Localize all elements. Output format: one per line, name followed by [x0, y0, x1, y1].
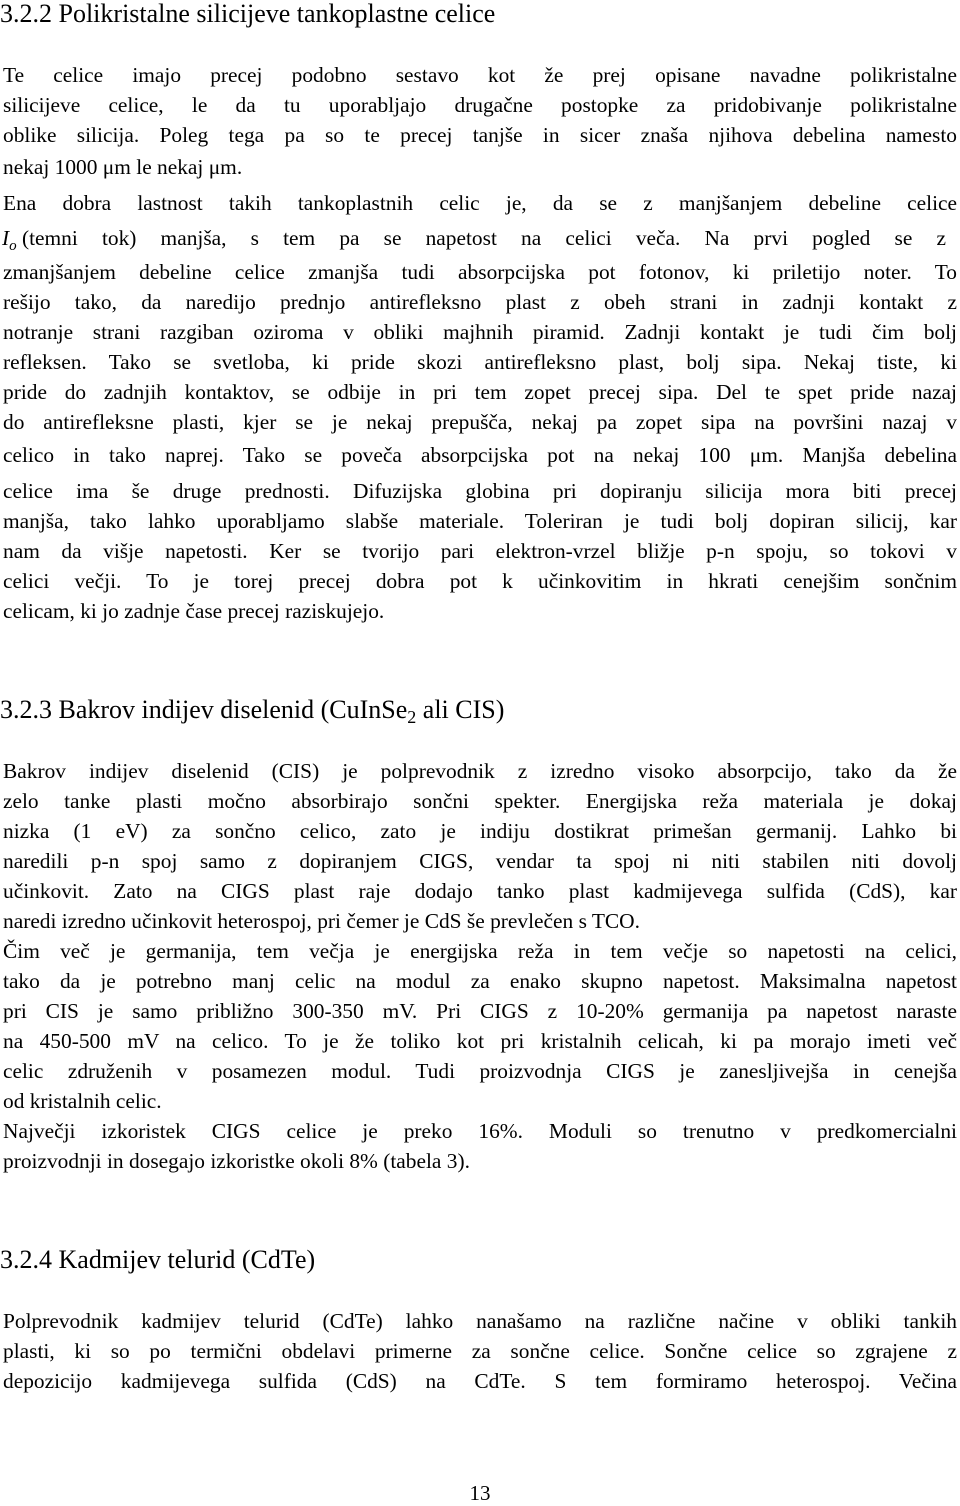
- section-heading-3-2-3: 3.2.3 Bakrov indijev diselenid (CuInSe$_2$ ali CIS): [0, 695, 505, 727]
- paragraph-line: depozicijo kadmijevega sulfida (CdS) na CdTe. S tem formiramo heterospoj. Večina: [3, 1369, 957, 1393]
- paragraph-line: do antirefleksne plasti, kjer se je nekaj prepušča, nekaj pa zopet sipa na površini nazaj v: [3, 410, 957, 434]
- section-heading-3-2-2: 3.2.2 Polikristalne silicijeve tankoplastne celice: [0, 0, 496, 28]
- dark-current-symbol: $I_o$: [2, 226, 17, 254]
- paragraph-line: nekaj 1000 μm le nekaj μm.: [3, 155, 243, 179]
- paragraph-line: učinkovit. Zato na CIGS plast raje dodajo tanko plast kadmijevega sulfida (CdS), kar: [3, 879, 957, 903]
- paragraph-line: pride do zadnjih kontaktov, se odbije in pri tem zopet precej sipa. Del te spet pride nazaj: [3, 380, 957, 404]
- paragraph-line: celic združenih v posamezen modul. Tudi proizvodnja CIGS je zanesljivejša in cenejša: [3, 1059, 957, 1083]
- paragraph-line: Te celice imajo precej podobno sestavo kot že prej opisane navadne polikristalne: [3, 63, 957, 87]
- paragraph-line: celici večji. To je torej precej dobra pot k učinkovitim in hkrati cenejšim sončnim: [3, 569, 957, 593]
- paragraph-line: Ena dobra lastnost takih tankoplastnih celic je, da se z manjšanjem debeline celice: [3, 191, 957, 215]
- paragraph-line: plasti, ki so po termični obdelavi primerne za sončne celice. Sončne celice so zgrajene z: [3, 1339, 957, 1363]
- paragraph-line: notranje strani razgiban oziroma v obliki majhnih piramid. Zadnji kontakt je tudi čim bolj: [3, 320, 957, 344]
- paragraph-line-text: (temni tok) manjša, s tem pa se napetost na celici veča. Na prvi pogled se z: [21, 226, 946, 250]
- paragraph-line: refleksen. Tako se svetloba, ki pride skozi antirefleksno plast, bolj sipa. Nekaj tiste, ki: [3, 350, 957, 374]
- paragraph-line: tako da je potrebno manj celic na modul za enako skupno napetost. Maksimalna napetost: [3, 969, 957, 993]
- paragraph-line-with-symbol: [2, 223, 957, 261]
- paragraph-line: Polprevodnik kadmijev telurid (CdTe) lahko nanašamo na različne načine v obliki tankih: [3, 1309, 957, 1333]
- paragraph-line: Bakrov indijev diselenid (CIS) je polprevodnik z izredno visoko absorpcijo, tako da že: [3, 759, 957, 783]
- section-heading-3-2-4: 3.2.4 Kadmijev telurid (CdTe): [0, 1245, 316, 1274]
- paragraph-line: Največji izkoristek CIGS celice je preko 16%. Moduli so trenutno v predkomercialni: [3, 1119, 957, 1143]
- paragraph-line: silicijeve celice, le da tu uporabljajo drugačne postopke za pridobivanje polikristalne: [3, 93, 957, 117]
- paragraph-line: oblike silicija. Poleg tega pa so te precej tanjše in sicer znaša njihova debelina namesto: [3, 123, 957, 147]
- paragraph-line: celico in tako naprej. Tako se poveča absorpcijska pot na nekaj 100 μm. Manjša debelina: [3, 443, 957, 467]
- paragraph-line: nam da višje napetosti. Ker se tvorijo pari elektron-vrzel bližje p-n spoju, so tokovi v: [3, 539, 957, 563]
- paragraph-line: rešijo tako, da naredijo prednjo antirefleksno plast z obeh strani in zadnji kontakt z: [3, 290, 957, 314]
- paragraph-line: na 450-500 mV na celico. To je že toliko kot pri kristalnih celicah, ki pa morajo imeti več: [3, 1029, 957, 1053]
- paragraph-line: celice ima še druge prednosti. Difuzijska globina pri dopiranju silicija mora biti precej: [3, 479, 957, 503]
- paragraph-line: naredi izredno učinkovit heterospoj, pri čemer je CdS še prevlečen s TCO.: [3, 909, 640, 933]
- paragraph-line: zelo tanke plasti močno absorbirajo sončni spekter. Energijska reža materiala je dokaj: [3, 789, 957, 813]
- paragraph-line: pri CIS je samo približno 300-350 mV. Pri CIGS z 10-20% germanija pa napetost naraste: [3, 999, 957, 1023]
- paragraph-line: proizvodnji in dosegajo izkoristke okoli 8% (tabela 3).: [3, 1149, 470, 1173]
- paragraph-line: Čim več je germanija, tem večja je energijska reža in tem večje so napetosti na celici,: [3, 939, 957, 963]
- paragraph-line: celicam, ki jo zadnje čase precej raziskujejo.: [3, 599, 385, 623]
- paragraph-line: od kristalnih celic.: [3, 1089, 162, 1113]
- page-number: 13: [469, 1481, 491, 1505]
- paragraph-line: manjša, tako lahko uporabljamo slabše materiale. Toleriran je tudi bolj dopiran silicij, kar: [3, 509, 957, 533]
- paragraph-line: nizka (1 eV) za sončno celico, zato je indiju dostikrat primešan germanij. Lahko bi: [3, 819, 957, 843]
- paragraph-line: naredili p-n spoj samo z dopiranjem CIGS, vendar ta spoj ni niti stabilen niti dovolj: [3, 849, 957, 873]
- paragraph-line: zmanjšanjem debeline celice zmanjša tudi absorpcijska pot fotonov, ki priletijo noter. To: [3, 260, 957, 284]
